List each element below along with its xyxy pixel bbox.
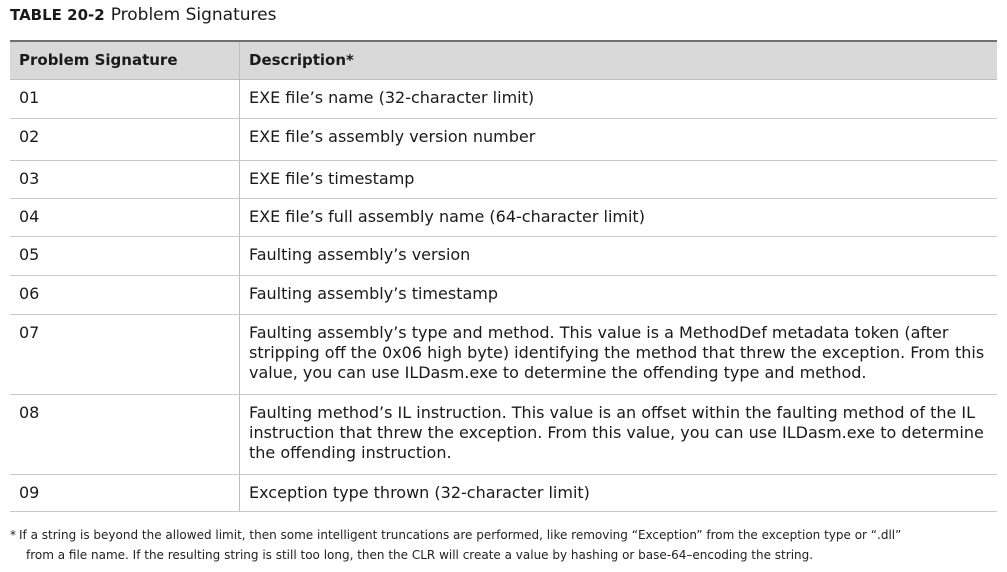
signature-cell: 01: [10, 80, 240, 118]
signature-cell: 06: [10, 276, 240, 314]
column-header-problem-signature: Problem Signature: [10, 42, 240, 79]
signature-cell: 03: [10, 161, 240, 198]
table-row: [10, 161, 997, 199]
signature-cell: 05: [10, 237, 240, 275]
footnote-line-1: If a string is beyond the allowed limit, then some intelligent truncations are performed, like removing “Exception” from the exception type or “.dll”: [19, 528, 902, 542]
table-header-row: [10, 42, 997, 80]
footnote-line-2: from a file name. If the resulting string is still too long, then the CLR will create a value by hashing or base-64–encoding the string.: [26, 548, 814, 562]
column-header-description: Description*: [249, 51, 354, 69]
signature-cell: 02: [10, 119, 240, 160]
table-row: [10, 276, 997, 315]
table-row: [10, 315, 997, 395]
table-footnote: [10, 525, 1000, 565]
description-cell: Faulting assembly’s type and method. This value is a MethodDef metadata token (after stripping off the 0x06 high byte) identifying the method that threw the exception. From this value, you can use ILDasm.exe to determine the offending type and method.: [249, 323, 985, 382]
table-row: [10, 119, 997, 161]
table-title: Problem Signatures: [110, 5, 277, 25]
signature-cell: 07: [10, 315, 240, 394]
description-cell: EXE file’s assembly version number: [249, 127, 536, 146]
signature-cell: 04: [10, 199, 240, 236]
table-row: [10, 199, 997, 237]
description-cell: Faulting assembly’s timestamp: [249, 284, 499, 303]
description-cell: Exception type thrown (32-character limit): [249, 483, 590, 502]
description-cell: EXE file’s name (32-character limit): [249, 88, 535, 107]
description-cell: EXE file’s timestamp: [249, 169, 415, 188]
description-cell: Faulting assembly’s version: [249, 245, 471, 264]
table-row: [10, 237, 997, 276]
signature-cell: 09: [10, 475, 240, 511]
table-row: [10, 395, 997, 475]
problem-signatures-table: [10, 40, 997, 512]
signature-cell: 08: [10, 395, 240, 474]
table-caption: [10, 3, 276, 27]
description-cell: EXE file’s full assembly name (64-character limit): [249, 207, 645, 226]
table-row: [10, 80, 997, 119]
table-number: TABLE 20-2: [10, 6, 105, 24]
footnote-marker: *: [10, 528, 16, 542]
table-row: [10, 475, 997, 512]
description-cell: Faulting method’s IL instruction. This value is an offset within the faulting method of the IL instruction that threw the exception. From this value, you can use ILDasm.exe to determine the offending instruction.: [249, 403, 984, 462]
